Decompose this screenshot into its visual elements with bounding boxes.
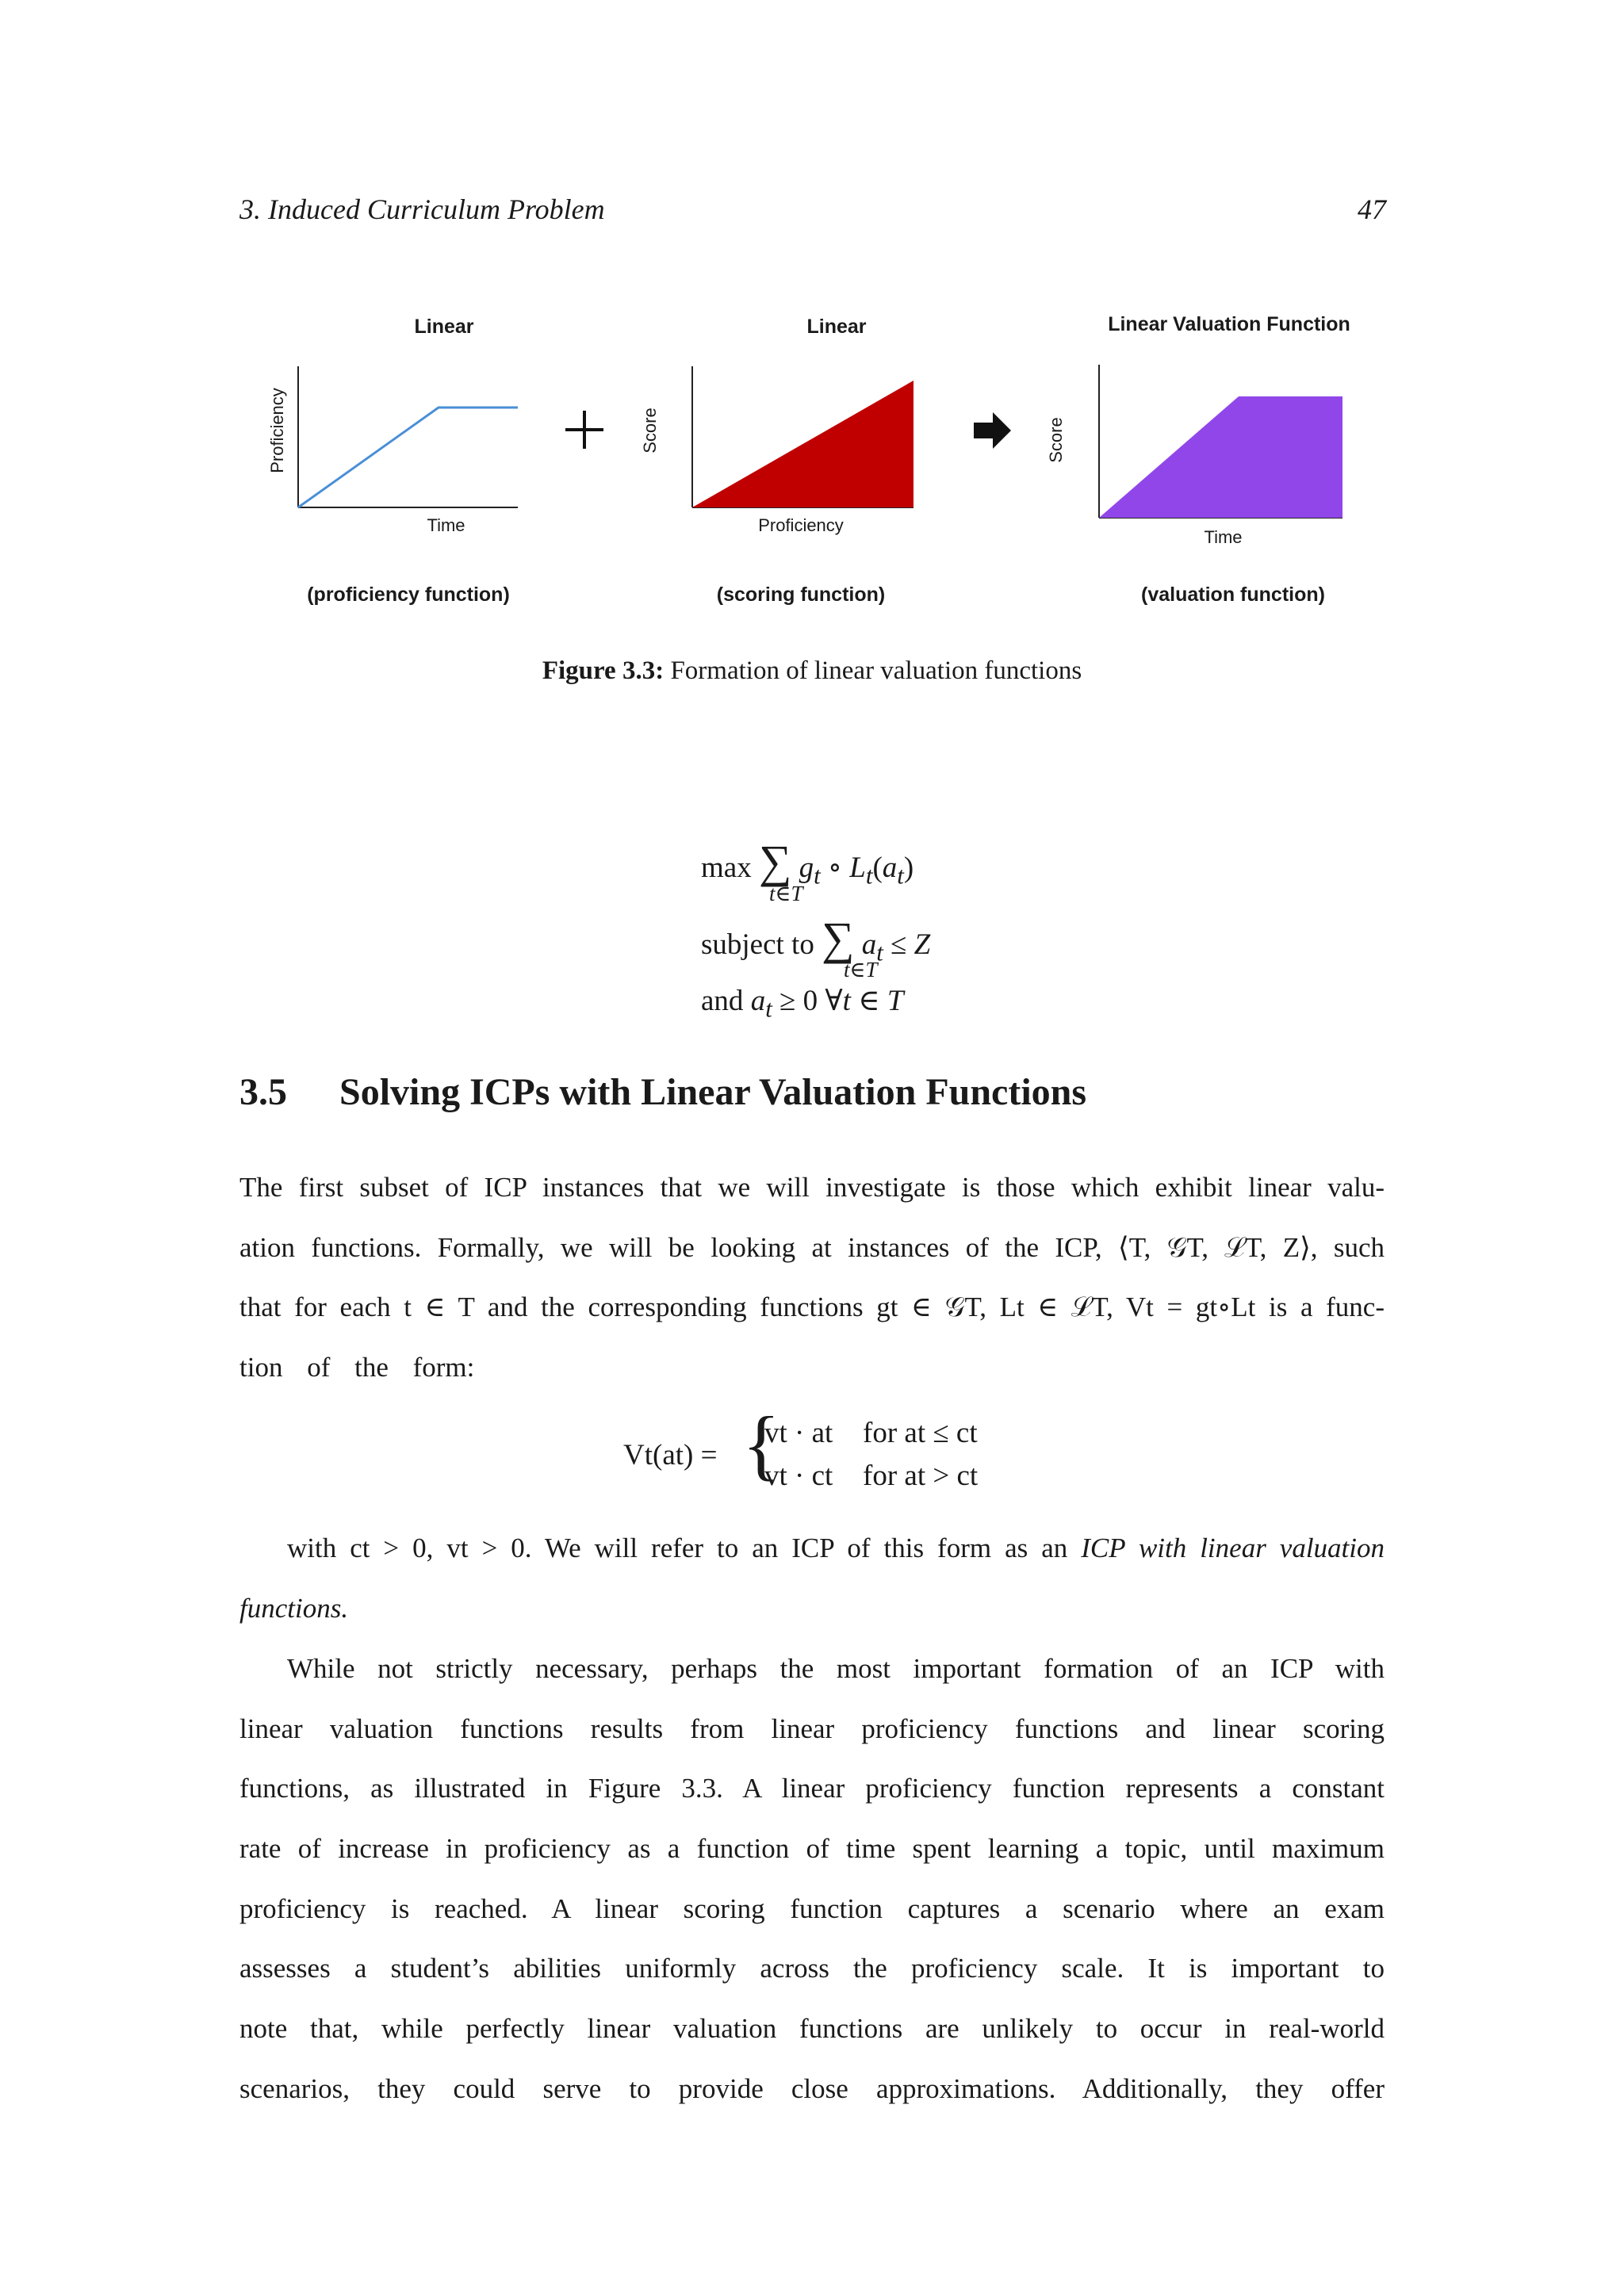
- figure-caption: [0, 656, 1624, 686]
- paragraph-3-line-3: functions, as illustrated in Figure 3.3. A linear proficiency function represents a constant: [239, 1773, 1385, 1804]
- panel-2-title: Linear: [806, 316, 867, 338]
- optimization-problem: [701, 825, 1145, 1031]
- paragraph-2-line-2: [239, 1578, 1385, 1639]
- panel-1-title: Linear: [414, 316, 474, 338]
- paragraph-3-line-5: proficiency is reached. A linear scoring function captures a scenario where an exam: [239, 1892, 1385, 1924]
- paragraph-3-line-2: linear valuation functions results from linear proficiency functions and linear scoring: [239, 1712, 1385, 1744]
- paragraph-3-line-6: assesses a student’s abilities uniformly across the proficiency scale. It is important to: [239, 1953, 1385, 1984]
- objective-line: max ∑ $g_t$ ∘ $L_t(a_t)$: [701, 836, 914, 890]
- panel-1-ylabel: Proficiency: [267, 388, 287, 473]
- paragraph-2-emphasis: ICP with linear valuation: [1081, 1533, 1385, 1563]
- figure-caption-text: Formation of linear valuation functions: [670, 656, 1082, 685]
- section-title: Solving ICPs with Linear Valuation Functions: [339, 1071, 1087, 1113]
- paragraph-3: [239, 1639, 1385, 2119]
- paragraph-1-line-3: that for each t ∈ T and the corresponding functions gt ∈ 𝒢T, Lt ∈ ℒT, Vt = gt∘Lt is a func-: [239, 1292, 1385, 1323]
- sum-symbol-2: ∑: [822, 913, 855, 964]
- max-word: max: [701, 851, 752, 884]
- running-title: 3. Induced Curriculum Problem: [239, 193, 605, 225]
- sum-symbol: ∑: [758, 836, 792, 887]
- piecewise-lhs: Vt(at) =: [623, 1439, 718, 1471]
- panel-3-xlabel: Time: [1204, 527, 1243, 547]
- paragraph-1: [239, 1158, 1385, 1398]
- subject-to-word: subject to: [701, 928, 814, 961]
- paragraph-1-line-1: The first subset of ICP instances that we will investigate is those which exhibit linear valu-: [239, 1172, 1385, 1203]
- section-heading: [239, 1070, 1086, 1114]
- panel-1-xlabel: Time: [427, 515, 465, 535]
- scoring-area: [692, 381, 914, 507]
- constraint-line: subject to ∑ $a_t \le Z$: [701, 913, 931, 966]
- case-1-value: vt · at: [764, 1417, 833, 1449]
- arrow-right-icon: [974, 412, 1011, 449]
- paragraph-2-text: with ct > 0, vt > 0. We will refer to an ICP of this form as an: [287, 1533, 1082, 1563]
- paragraph-3-line-1: While not strictly necessary, perhaps the most important formation of an ICP with: [287, 1653, 1385, 1684]
- figure-caption-label: Figure 3.3:: [542, 656, 665, 685]
- paragraph-3-line-7: note that, while perfectly linear valuation functions are unlikely to occur in real-world: [239, 2013, 1385, 2045]
- page-number: 47: [1358, 193, 1386, 225]
- panel-2-ylabel: Score: [640, 408, 660, 453]
- panel-2-caption: (scoring function): [716, 584, 886, 606]
- proficiency-line: [298, 408, 518, 507]
- figure-3-3: [238, 301, 1396, 618]
- figure-graphics: [238, 301, 1396, 618]
- paragraph-3-line-8: scenarios, they could serve to provide close approximations. Additionally, they offer: [239, 2072, 1385, 2104]
- panel-3-ylabel: Score: [1046, 417, 1066, 463]
- case-2-condition: for at > ct: [863, 1460, 979, 1492]
- paragraph-1-line-2: ation functions. Formally, we will be looking at instances of the ICP, ⟨T, 𝒢T, ℒT, Z⟩, such: [239, 1231, 1385, 1263]
- section-number: 3.5: [239, 1071, 287, 1113]
- paragraph-2: [239, 1518, 1385, 1638]
- piecewise-equation: [623, 1400, 1020, 1506]
- constraint-sum-index: t∈T: [844, 958, 878, 982]
- nonneg-line: and $a_t \ge 0$ ∀t ∈ T: [701, 985, 904, 1023]
- paragraph-3-line-4: rate of increase in proficiency as a function of time spent learning a topic, until maximum: [239, 1833, 1385, 1865]
- valuation-area: [1099, 396, 1342, 518]
- case-2-value: vt · ct: [764, 1460, 833, 1492]
- panel-3-caption: (valuation function): [1141, 584, 1325, 606]
- panel-1-caption: (proficiency function): [307, 584, 510, 606]
- paragraph-2-line-1: [239, 1518, 1385, 1578]
- panel-3-title: Linear Valuation Function: [1108, 313, 1350, 335]
- left-brace: {: [742, 1400, 780, 1488]
- objective-sum-index: t∈T: [769, 882, 803, 905]
- paragraph-2-emphasis-2: functions.: [239, 1592, 349, 1624]
- paragraph-1-line-4: tion of the form:: [239, 1352, 475, 1383]
- case-1-condition: for at ≤ ct: [863, 1417, 978, 1449]
- panel-2-xlabel: Proficiency: [758, 515, 844, 535]
- and-word: and: [701, 985, 744, 1017]
